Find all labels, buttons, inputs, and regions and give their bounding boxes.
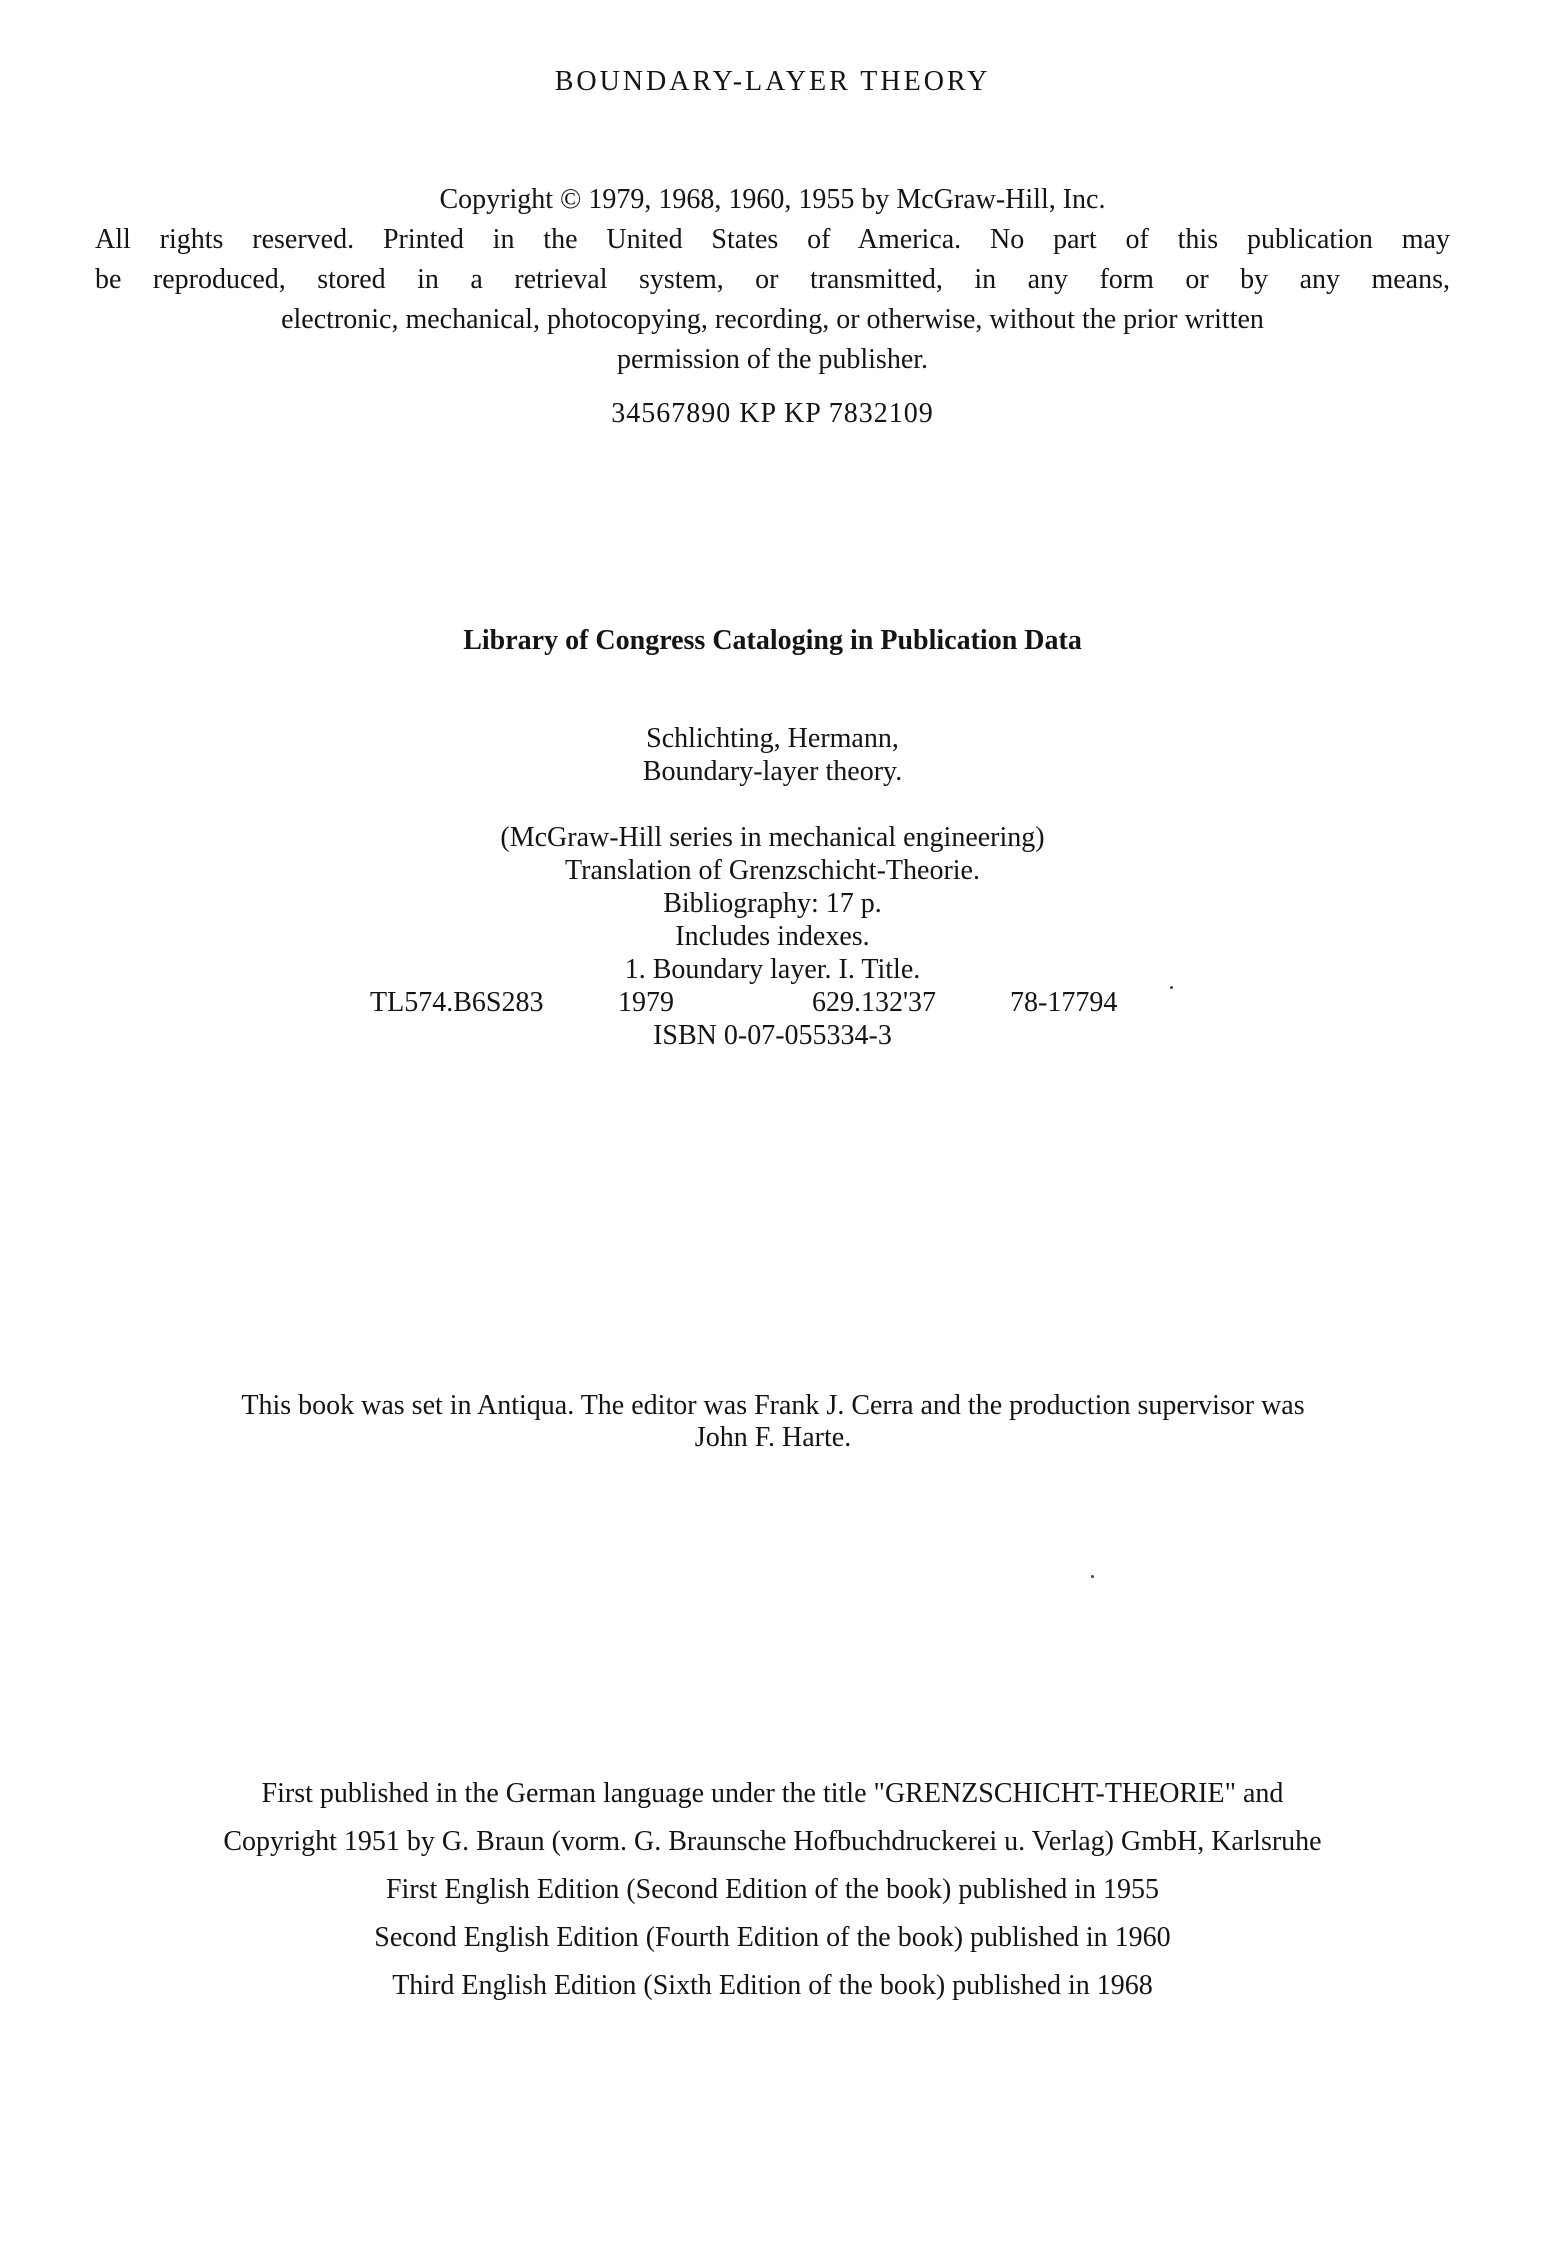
publication-history [85, 1770, 1460, 2010]
cip-bibliography: Bibliography: 17 p. [663, 888, 882, 919]
cip-dewey: 629.132'37 [812, 987, 937, 1018]
history-line: First English Edition (Second Edition of the book) published in 1955 [385, 1874, 1160, 1905]
cip-title: Boundary-layer theory. [642, 756, 903, 787]
setting-line: This book was set in Antiqua. The editor was Frank J. Cerra and the production supervisor was [241, 1390, 1305, 1421]
stray-mark [1091, 1575, 1094, 1578]
rights-line: permission of the publisher. [616, 344, 929, 375]
cip-subjects: 1. Boundary layer. I. Title. [624, 954, 921, 985]
cip-data [0, 722, 1545, 1052]
rights-line: electronic, mechanical, photocopying, recording, or otherwise, without the prior written [281, 304, 1264, 335]
cip-author: Schlichting, Hermann, [646, 723, 899, 754]
cip-call-number: TL574.B6S283 [370, 987, 544, 1018]
copyright-notice [95, 180, 1450, 380]
running-head: BOUNDARY-LAYER THEORY [554, 66, 991, 97]
setting-line: John F. Harte. [694, 1422, 852, 1453]
cip-isbn: ISBN 0-07-055334-3 [653, 1020, 892, 1051]
cip-lccn: 78-17794 [1010, 987, 1118, 1018]
cip-classification-row [0, 986, 1545, 1019]
history-line: First published in the German language under the title "GRENZSCHICHT-THEORIE" and [261, 1778, 1284, 1809]
cip-year: 1979 [618, 987, 674, 1018]
history-line: Copyright 1951 by G. Braun (vorm. G. Braunsche Hofbuchdruckerei u. Verlag) GmbH, Karlsruhe [223, 1826, 1322, 1857]
cip-heading: Library of Congress Cataloging in Publication Data [463, 625, 1082, 656]
cip-translation: Translation of Grenzschicht-Theorie. [565, 855, 980, 886]
copyright-line: Copyright © 1979, 1968, 1960, 1955 by McGraw-Hill, Inc. [439, 184, 1106, 215]
rights-line: All rights reserved. Printed in the United States of America. No part of this publication may [95, 224, 1450, 255]
stray-mark [1170, 986, 1173, 989]
history-line: Second English Edition (Fourth Edition of the book) published in 1960 [374, 1922, 1171, 1953]
printing-line: 34567890 KP KP 7832109 [611, 398, 934, 429]
history-line: Third English Edition (Sixth Edition of the book) published in 1968 [392, 1970, 1153, 2001]
cip-indexes: Includes indexes. [675, 921, 870, 952]
setting-note [88, 1390, 1458, 1454]
rights-line: be reproduced, stored in a retrieval system, or transmitted, in any form or by any means, [95, 264, 1450, 295]
cip-series: (McGraw-Hill series in mechanical engineering) [500, 822, 1045, 853]
